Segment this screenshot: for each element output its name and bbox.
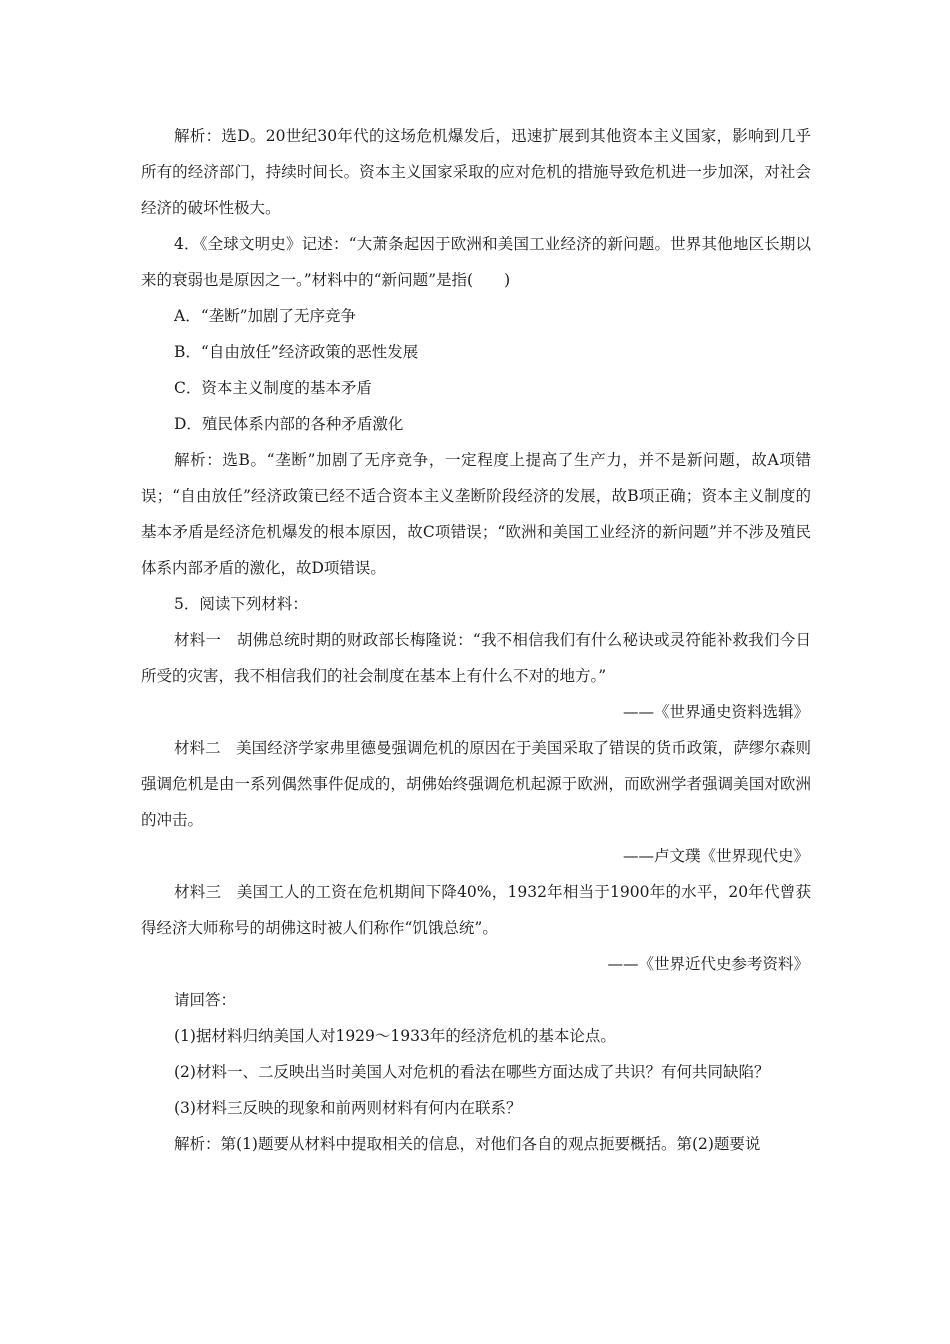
question-4-option-b: B．“自由放任”经济政策的恶性发展 <box>174 343 419 361</box>
material-3-source: ——《世界近代史参考资料》 <box>607 955 809 973</box>
question-4-option-d: D．殖民体系内部的各种矛盾激化 <box>174 415 404 433</box>
question-4-option-a: A．“垄断”加剧了无序竞争 <box>174 307 357 325</box>
answer-analysis-q5: 解析：第(1)题要从材料中提取相关的信息，对他们各自的观点扼要概括。第(2)题要说 <box>174 1135 761 1153</box>
document-page <box>141 118 811 1162</box>
sub-question-3: (3)材料三反映的现象和前两则材料有何内在联系？ <box>174 1099 522 1117</box>
sub-question-2: (2)材料一、二反映出当时美国人对危机的看法在哪些方面达成了共识？有何共同缺陷？ <box>174 1063 770 1081</box>
question-4-stem: 4．《全球文明史》记述：“大萧条起因于欧洲和美国工业经济的新问题。世界其他地区长期以来的衰弱也是原因之一。”材料中的“新问题”是指( ) <box>141 235 811 289</box>
material-1-source: ——《世界通史资料选辑》 <box>622 703 809 721</box>
material-1: 材料一 胡佛总统时期的财政部长梅隆说：“我不相信我们有什么秘诀或灵符能补救我们今日所受的灾害，我不相信我们的社会制度在基本上有什么不对的地方。” <box>141 631 811 685</box>
question-4-option-c: C．资本主义制度的基本矛盾 <box>174 379 372 397</box>
question-5-stem: 5．阅读下列材料： <box>174 595 308 613</box>
answer-analysis-q3: 解析：选D。20世纪30年代的这场危机爆发后，迅速扩展到其他资本主义国家，影响到几乎所有的经济部门，持续时间长。资本主义国家采取的应对危机的措施导致危机进一步加深，对社会经济的破坏性极大。 <box>141 127 811 217</box>
answer-analysis-q4: 解析：选B。“垄断”加剧了无序竞争，一定程度上提高了生产力，并不是新问题，故A项错误；“自由放任”经济政策已经不适合资本主义垄断阶段经济的发展，故B项正确；资本主义制度的基本矛盾是经济危机爆发的根本原因，故C项错误；“欧洲和美国工业经济的新问题”并不涉及殖民体系内部矛盾的激化，故D项错误。 <box>141 451 811 577</box>
material-2: 材料二 美国经济学家弗里德曼强调危机的原因在于美国采取了错误的货币政策，萨缪尔森则强调危机是由一系列偶然事件促成的，胡佛始终强调危机起源于欧洲，而欧洲学者强调美国对欧洲的冲击。 <box>141 739 811 829</box>
please-answer-label: 请回答： <box>174 991 237 1009</box>
sub-question-1: (1)据材料归纳美国人对1929～1933年的经济危机的基本论点。 <box>174 1027 616 1045</box>
material-3: 材料三 美国工人的工资在危机期间下降40%，1932年相当于1900年的水平，20年代曾获得经济大师称号的胡佛这时被人们称作“饥饿总统”。 <box>141 883 811 937</box>
material-2-source: ——卢文璞《世界现代史》 <box>622 847 809 865</box>
